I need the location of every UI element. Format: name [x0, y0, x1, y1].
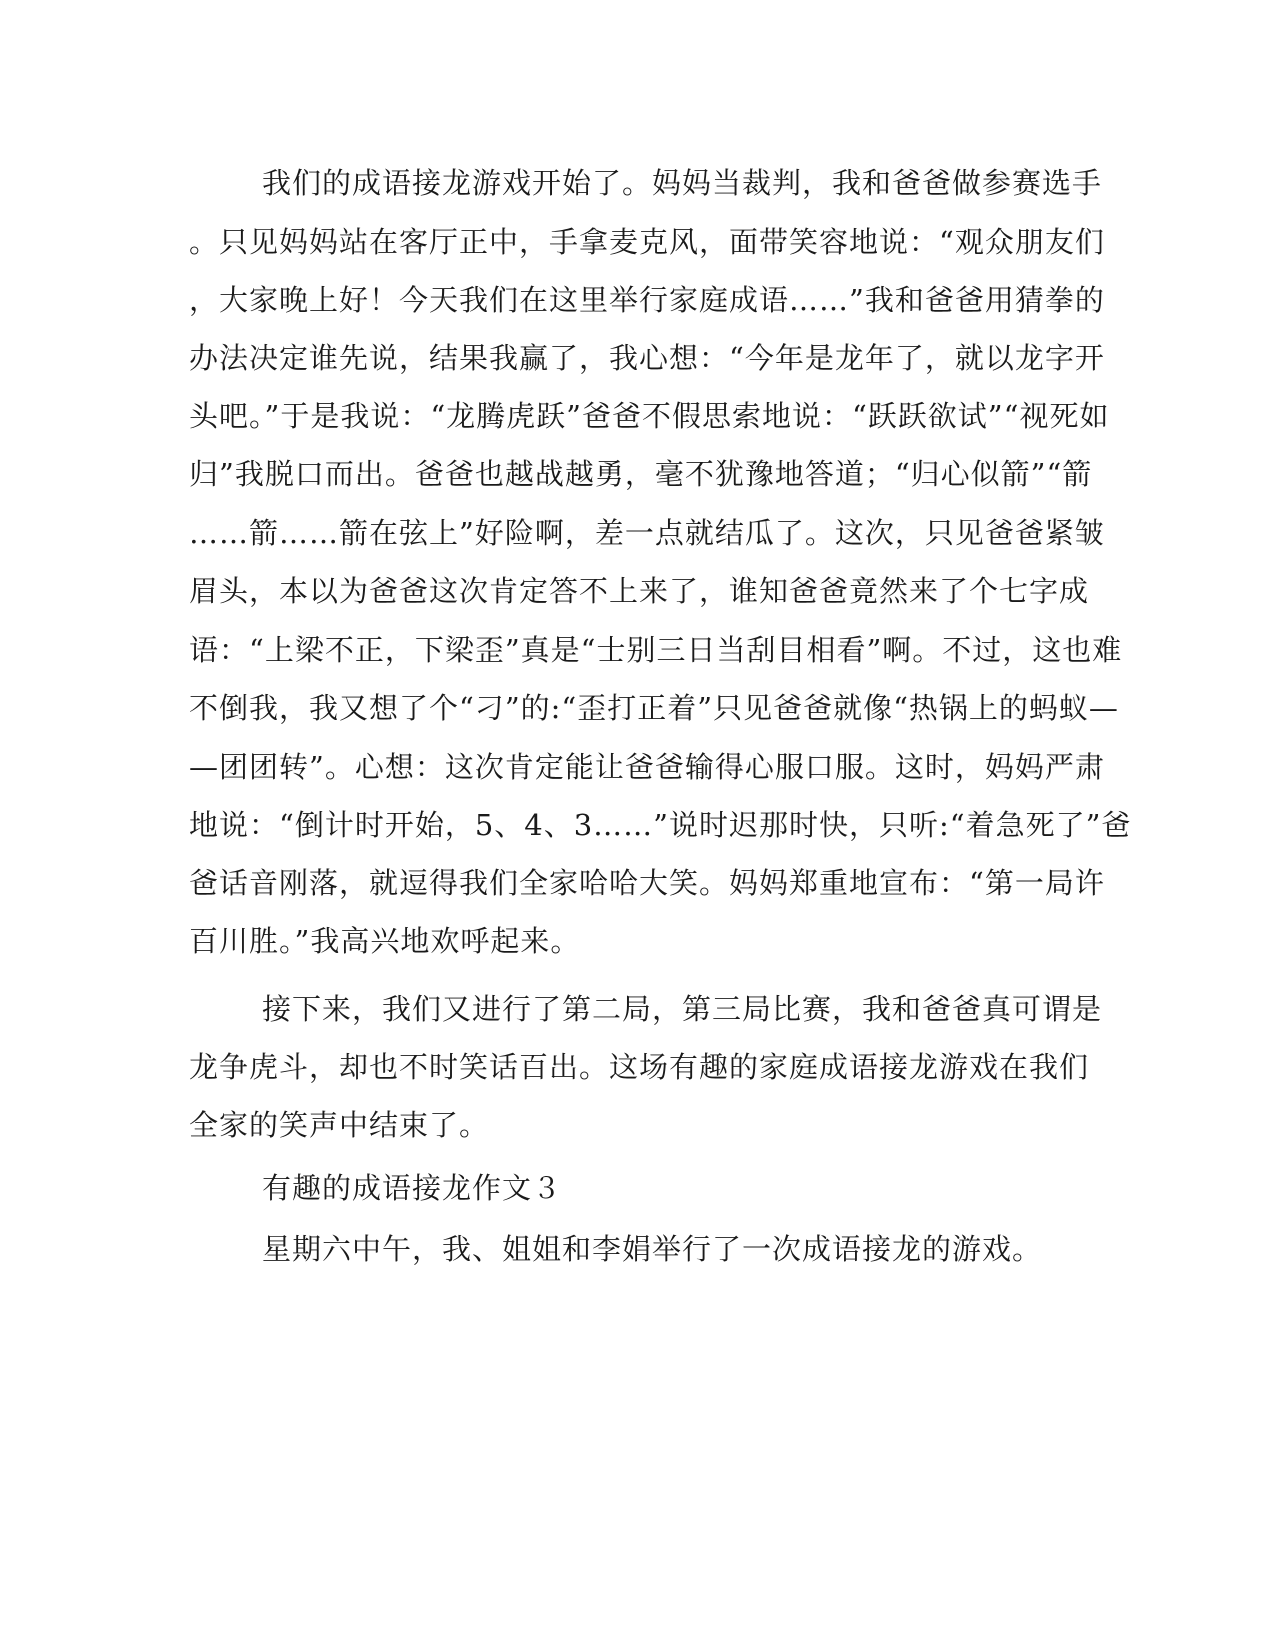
text-line: 全家的笑声中结束了。 [189, 1108, 490, 1142]
text-line: 龙争虎斗，却也不时笑话百出。这场有趣的家庭成语接龙游戏在我们 [189, 1050, 1090, 1084]
text-line: 办法决定谁先说，结果我赢了，我心想：“今年是龙年了，就以龙字开 [189, 341, 1105, 375]
text-line: 归”我脱口而出。爸爸也越战越勇，毫不犹豫地答道；“归心似箭”“箭 [189, 457, 1093, 491]
text-line: 百川胜。”我高兴地欢呼起来。 [189, 924, 581, 958]
text-line: 头吧。”于是我说：“龙腾虎跃”爸爸不假思索地说：“跃跃欲试”“视死如 [189, 399, 1110, 433]
section-heading: 有趣的成语接龙作文３ [262, 1171, 563, 1205]
text-line: 不倒我，我又想了个“刁”的:“歪打正着”只见爸爸就像“热锅上的蚂蚁— [189, 691, 1119, 725]
text-line: 眉头，本以为爸爸这次肯定答不上来了，谁知爸爸竟然来了个七字成 [189, 574, 1090, 608]
text-line: ，大家晚上好！今天我们在这里举行家庭成语……”我和爸爸用猜拳的 [189, 283, 1105, 317]
text-line: 爸话音刚落，就逗得我们全家哈哈大笑。妈妈郑重地宣布：“第一局许 [189, 866, 1105, 900]
text-line: —团团转”。心想：这次肯定能让爸爸输得心服口服。这时，妈妈严肃 [189, 750, 1105, 784]
text-line: 。只见妈妈站在客厅正中，手拿麦克风，面带笑容地说：“观众朋友们 [189, 225, 1105, 259]
text-line: 语：“上梁不正，下梁歪”真是“士别三日当刮目相看”啊。不过，这也难 [189, 633, 1123, 667]
text-line: ……箭……箭在弦上”好险啊，差一点就结瓜了。这次，只见爸爸紧皱 [189, 516, 1105, 550]
text-line: 接下来，我们又进行了第二局，第三局比赛，我和爸爸真可谓是 [262, 992, 1103, 1026]
text-line: 星期六中午，我、姐姐和李娟举行了一次成语接龙的游戏。 [262, 1232, 1043, 1266]
text-line: 地说：“倒计时开始，5、4、3……”说时迟那时快，只听:“着急死了”爸 [189, 808, 1132, 842]
text-line: 我们的成语接龙游戏开始了。妈妈当裁判，我和爸爸做参赛选手 [262, 166, 1103, 200]
